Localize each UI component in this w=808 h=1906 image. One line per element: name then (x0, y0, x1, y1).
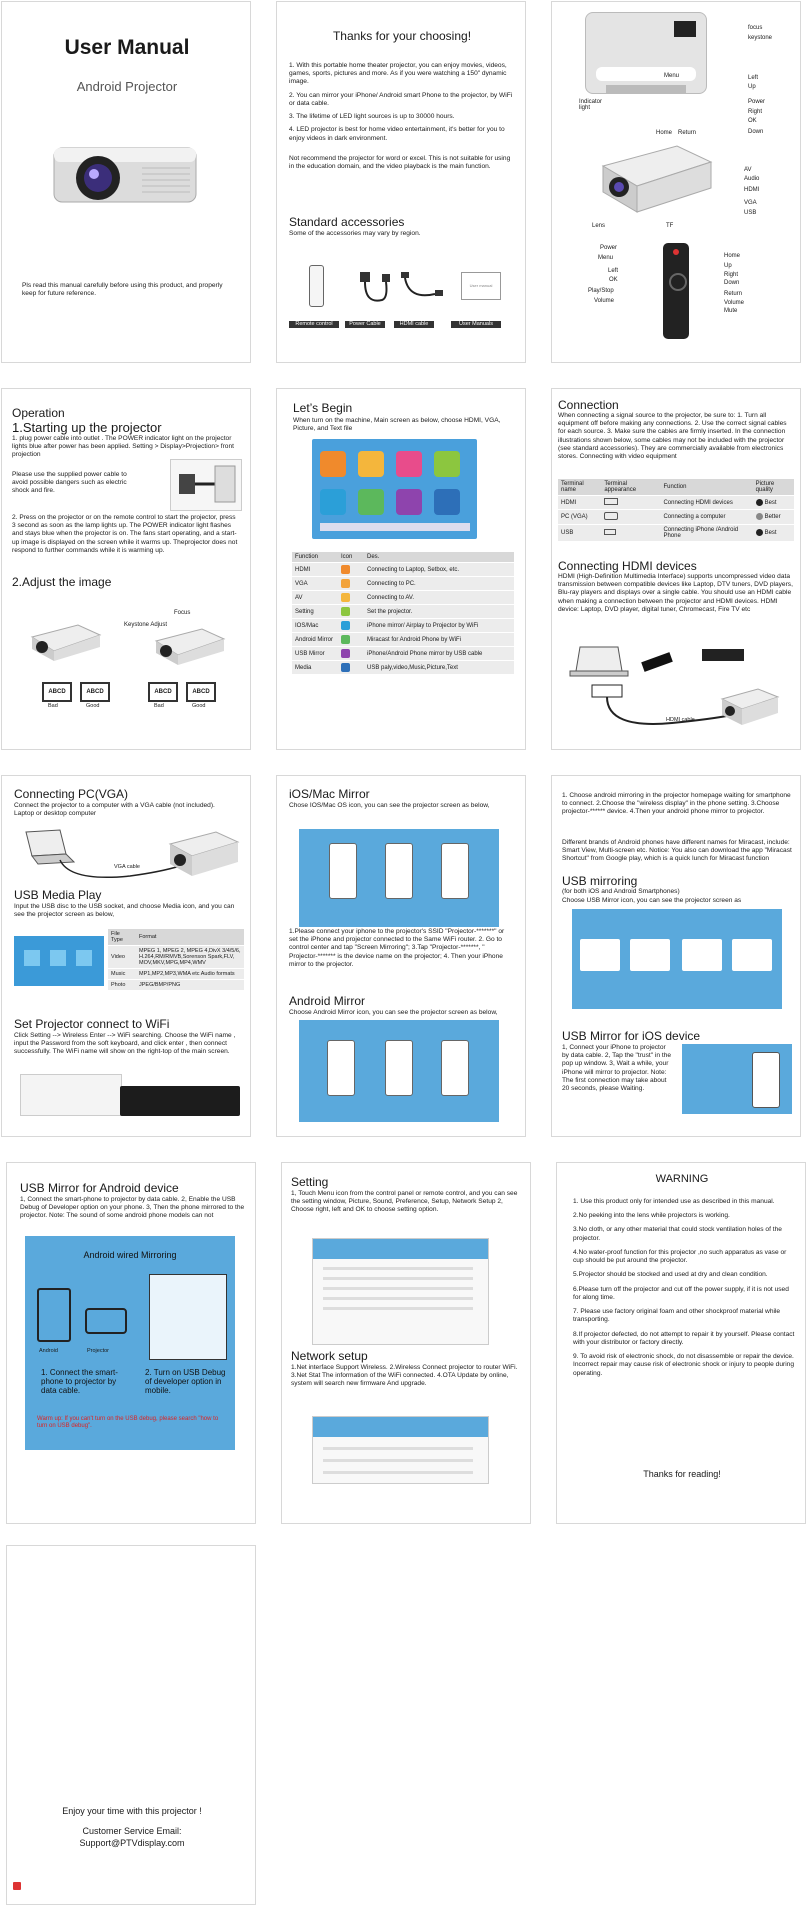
th-picture-quality: Picture quality (753, 479, 794, 496)
usb-mirroring-image (572, 909, 782, 1009)
android-wired-panel (25, 1236, 235, 1450)
remote-label-right: Return (724, 291, 743, 297)
android-steps: 1. Choose android mirroring in the projector homepage waiting for smartphone to connect. 2.Choose the "wireless display" in the phone setting. 3.Choose projector-****** device. 4.Then your android phone mirror to projector. (562, 792, 791, 816)
table-row: Media USB paly,video,Music,Picture,Text (292, 661, 514, 675)
media-icon (341, 663, 350, 672)
step1-text: 1. Connect the smart-phone to projector by data cable. (41, 1368, 118, 1396)
warning-item: 4.No water-proof function for this projector ,no such apparatus as vase or cup should be put around the projector. (573, 1248, 787, 1265)
label-home: Home (656, 130, 673, 136)
section-start-text2: 2. Press on the projector or on the remote control to start the projector, press 3 second as soon as the lamp lights up. The POWER indicator light flashes and stays blue when the projector is on. The fans start operating, and a start-up image is displayed on the screen while it warms up. Theprojector does not respond to further commands while it is warming up. (12, 514, 238, 554)
page-usb-mirroring (551, 775, 801, 1137)
label-indicator: Indicator light (579, 99, 603, 111)
usb-port-icon (604, 529, 616, 535)
wifi-text: Click Setting --> Wireless Enter --> WiFi searching. Choose the WiFi name , input the Password from the soft keyboard, and click enter , then connect successfully. The WiFi name will show on the right-top of the main screen. (14, 1032, 236, 1056)
hdmi-port-icon (604, 498, 618, 505)
warning-item: 7. Please use factory original foam and other shockproof material while transporting. (573, 1308, 781, 1324)
label-bad: Bad (48, 703, 58, 709)
label-good: Good (192, 703, 206, 709)
label-android: Android (39, 1348, 58, 1354)
ios-title: iOS/Mac Mirror (289, 787, 370, 801)
connection-table (558, 479, 794, 542)
ios-mirror-image (299, 829, 499, 927)
adjust-projector-left (28, 623, 103, 663)
table-row: Setting Set the projector. (292, 605, 514, 619)
ios-mac-icon (341, 621, 350, 630)
connection-title: Connection (558, 398, 619, 412)
remote-label-right: Mute (724, 308, 738, 314)
thanks-item: 1. With this portable home theater projector, you can enjoy movies, videos, games, sports, pictures and more. As if you were watching a 150" dynamic image. (289, 62, 507, 86)
page-parts (551, 1, 801, 363)
abcd-bad-2: ABCD (148, 682, 178, 702)
main-screen-image (312, 439, 477, 539)
accessory-label: User Manuals (451, 321, 501, 328)
th-format: Format (136, 929, 244, 946)
label-focus: Focus (174, 610, 191, 616)
label-tf: TF (666, 223, 674, 229)
usb-ios-image (682, 1044, 792, 1114)
accessory-power-image (352, 270, 392, 313)
label-menu: Menu (664, 73, 680, 79)
accessory-hdmi-image (399, 270, 445, 309)
service-label: Customer Service Email: (82, 1826, 182, 1836)
abcd-good-2: ABCD (186, 682, 216, 702)
port-label: VGA (744, 200, 757, 206)
label-down: Down (748, 129, 764, 135)
thanks-list (289, 62, 517, 171)
usb-mirroring-title: USB mirroring (562, 874, 638, 888)
accessory-label: Power Cable (345, 321, 385, 328)
page-subtitle: Android Projector (76, 79, 178, 94)
projector-side-image (597, 142, 717, 218)
miracast-note: Different brands of Android phones have different names for Miracast, include: Smart View, Multi-screen etc. Notice: You also can download the app "Miracast Shortcut" from Google play, which is a quick lunch for Miracast function (562, 839, 792, 863)
warning-item: 1. Use this product only for intended use as described in this manual. (573, 1198, 775, 1205)
service-email[interactable]: Support@PTVdisplay.com (79, 1838, 185, 1848)
table-row: Video MPEG 1, MPEG 2, MPEG 4,DivX 3/4/5/6, H.264,RM/RMVB,Sorenson Spark,FLV, MOV,MKV,MPG,MP4,WMV (108, 946, 244, 969)
vga-title: Connecting PC(VGA) (14, 787, 129, 801)
abcd-bad-1: ABCD (42, 682, 72, 702)
vga-port-icon (604, 512, 618, 520)
remote-label-left: Power (600, 245, 618, 251)
section-start-title: 1.Starting up the projector (12, 420, 162, 435)
label-return: Return (678, 130, 697, 136)
remote-label-left: OK (609, 277, 618, 283)
warning-item: 3.No cloth, or any other material that could stock ventilation holes of the projector. (573, 1226, 782, 1242)
vga-icon (341, 579, 350, 588)
th-terminal-name: Terminal name (558, 479, 601, 496)
table-row: HDMI Connecting HDMI devices Best (558, 496, 794, 510)
remote-label-right: Up (724, 263, 732, 269)
accessories-title: Standard accessories (289, 215, 405, 229)
power-cable-note: Please use the supplied power cable to avoid possible dangers such as electric shock and fire. (12, 471, 127, 495)
av-icon (341, 593, 350, 602)
page-title: User Manual (64, 36, 190, 59)
accessory-manual-image: User manual (461, 272, 501, 300)
table-row: IOS/Mac iPhone mirror/ Airplay to Projector by WiFi (292, 619, 514, 633)
label-bad: Bad (154, 703, 164, 709)
android-mirror-image (299, 1020, 499, 1122)
th-function: Function (292, 552, 338, 563)
wifi-title: Set Projector connect to WiFi (14, 1017, 170, 1031)
label-ok: OK (748, 118, 757, 124)
label-projector: Projector (87, 1348, 110, 1354)
projector-mini-image (85, 1308, 127, 1334)
vga-text: Connect the projector to a computer with a VGA cable (not included). Laptop or desktop computer (14, 802, 215, 818)
operation-title: Operation (12, 406, 65, 420)
ios-steps: 1.Please connect your iphone to the projector's SSID "Projector-*******" or set the iPhone and projector connected to the Same WiFi router. 2. Go to control center and tap "Screen Mirroring"; 3.Tap "Projector-*******, " Projector-******* is the device name on the projector; 4. Then your iPhone mirror to the projector. (289, 928, 505, 968)
label-focus: focus (748, 25, 763, 31)
warm-up-text: Warm up: If you can't turn on the USB debug, please search "how to turn on USB debug". (37, 1416, 219, 1430)
label-up: Up (748, 84, 756, 90)
network-text: 1.Net interface Support Wireless. 2.Wireless Connect projector to router WiFi. 3.Net Stat The information of the WiFi connected. 4.OTA Update by online, system will search new firmware And upgrade. (291, 1364, 518, 1388)
warning-item: 6.Please turn off the projector and cut off the power supply, if it is not used for along time. (573, 1285, 789, 1301)
page-operation (1, 388, 251, 750)
label-right: Right (748, 109, 763, 115)
thanks-item: 4. LED projector is best for home video entertainment, it's better for you to enjoy videos in dark environment. (289, 126, 505, 142)
warning-list (573, 1198, 798, 1378)
table-row: Music MP1,MP2,MP3,WMA etc Audio formats (108, 969, 244, 980)
setting-text: 1, Touch Menu icon from the control panel or remote control, and you can see the setting window, Picture, Sound, Preference, Setup, Network Setup 2, Choose right, left and OK to choose setting option. (291, 1190, 518, 1214)
port-label: HDMI (744, 187, 760, 193)
media-format-table (108, 929, 244, 991)
table-row: Android Mirror Miracast for Android Phone by WiFi (292, 633, 514, 647)
usb-ios-text: 1, Connect your iPhone to projector by data cable. 2, Tap the "trust" in the pop up window. 3, Wait a while, your iPhone will mirror to projector. Note: The first connection may take about 20 seconds, please Waiting. (562, 1044, 672, 1093)
projector-top-image (585, 12, 707, 94)
page-lets-begin (276, 388, 526, 750)
power-plug-image (170, 459, 242, 511)
section-adjust-title: 2.Adjust the image (12, 575, 112, 589)
remote-label-right: Right (724, 272, 739, 278)
th-file-type: File Type (108, 929, 136, 946)
port-label: AV (744, 167, 752, 173)
hdmi-icon (341, 565, 350, 574)
lets-begin-intro: When turn on the machine, Main screen as below, choose HDMI, VGA, Picture, and Text file (293, 417, 501, 433)
wifi-list-image (20, 1074, 122, 1116)
th-icon: Icon (338, 552, 364, 563)
connection-text: When connecting a signal source to the projector, be sure to: 1. Turn all equipment off before making any connections. 2. Use the correct signal cables for each source. 3. Make sure the cables are firmly inserted. In the connection illustrations shown below, some cables may not be included with the projector (see standard accessories). They are commercially available from electronics stores. Connecting with video equipment (558, 412, 787, 461)
accessory-remote-image (309, 265, 324, 307)
label-keystone: keystone (748, 35, 773, 41)
page-connection (551, 388, 801, 750)
th-terminal-appearance: Terminal appearance (601, 479, 660, 496)
table-row: USB Connecting iPhone /Android Phone Best (558, 525, 794, 542)
projector-image (50, 142, 200, 208)
table-row: Photo JPEG/BMP/PNG (108, 980, 244, 991)
thanks-notice: Not recommend the projector for word or excel. This is not suitable for using in the education domain, and the video playback is the main function. (289, 154, 511, 171)
network-title: Network setup (291, 1349, 368, 1363)
warning-item: 2.No peeking into the lens while projectors is working. (573, 1212, 730, 1220)
accessory-label: HDMI cable (394, 321, 434, 328)
label-left: Left (748, 75, 759, 81)
step2-text: 2. Turn on USB Debug of developer option in mobile. (145, 1368, 226, 1396)
label-lens: Lens (592, 223, 606, 229)
usb-title: USB Media Play (14, 888, 102, 902)
soft-keyboard-image (120, 1086, 240, 1116)
table-row: AV Connecting to AV. (292, 591, 514, 605)
android-text: Choose Android Mirror icon, you can see the projector screen as below, (289, 1009, 498, 1016)
page-usb-android (6, 1162, 256, 1524)
android-title: Android Mirror (289, 994, 366, 1008)
page-setting (281, 1162, 531, 1524)
page-warning (556, 1162, 806, 1524)
vga-connection-image (20, 826, 240, 884)
usb-text: Input the USB disc to the USB socket, and choose Media icon, and you can see the projector screen as below, (14, 903, 235, 919)
usb-mirroring-sub: (for both iOS and Android Smartphones) (562, 888, 680, 895)
hdmi-section-title: Connecting HDMI devices (558, 559, 697, 573)
adjust-projector-right (152, 627, 227, 667)
cover-note: Pls read this manual carefully before using this product, and properly keep for future reference. (22, 282, 223, 298)
setting-screen-image (312, 1238, 489, 1345)
label-power: Power (748, 99, 766, 105)
corner-logo-icon (13, 1882, 21, 1890)
table-row: VGA Connecting to PC. (292, 577, 514, 591)
remote-label-right: Down (724, 280, 740, 286)
th-des: Des. (364, 552, 514, 563)
enjoy-text: Enjoy your time with this projector ! (62, 1806, 202, 1816)
hdmi-section-text: HDMI (High-Definition Multimedia Interface) supports uncompressed video data transmission between compatible devices like Laptop, DTV tuners, DVD players, Blu-ray players and displays over a single cable. You should use an HDMI cable when making a connection between the projector and HDMI devices. HDMI device: Laptop, DVD player, digital tuner, Chromecast, Fire TV etc (558, 573, 793, 613)
ios-text: Chose IOS/Mac OS icon, you can see the projector screen as below, (289, 802, 490, 809)
warning-item: 9. To avoid risk of electronic shock, do not disassemble or repair the device. Incorrect repair may cause risk of electronic shock or injury to people during operating. (573, 1353, 794, 1377)
label-hdmi-cable: HDMI cable (666, 717, 695, 723)
remote-label-right: Volume (724, 300, 745, 306)
thanks-item: 3. The lifetime of LED light sources is up to 30000 hours. (289, 113, 455, 121)
table-row: USB Mirror iPhone/Android Phone mirror by USB cable (292, 647, 514, 661)
usb-ios-title: USB Mirror for iOS device (562, 1029, 701, 1043)
page-vga-usb-wifi (1, 775, 251, 1137)
panel-title: Android wired Mirroring (83, 1250, 177, 1260)
setting-title: Setting (291, 1175, 329, 1189)
page-thanks (276, 1, 526, 363)
label-vga-cable: VGA cable (114, 864, 140, 870)
remote-label-right: Home (724, 253, 741, 259)
section-start-text: 1. plug power cable into outlet . The POWER indicator light on the projector lights blue after power has been applied. Setting > Display>Projection> front projection (12, 435, 234, 459)
page-cover (1, 1, 251, 363)
usb-mirroring-text: Choose USB Mirror icon, you can see the projector screen as (562, 897, 742, 904)
media-screen-image (14, 936, 104, 986)
remote-image (663, 243, 689, 339)
table-row: PC (VGA) Connecting a computer Better (558, 510, 794, 525)
page-ios-android-mirror (276, 775, 526, 1137)
usb-android-title: USB Mirror for Android device (20, 1181, 179, 1195)
accessory-label: Remote control (289, 321, 339, 328)
android-phone-image (37, 1288, 71, 1342)
thanks-item: 2. You can mirror your iPhone/ Android smart Phone to the projector, by WiFi or data cable. (289, 91, 513, 107)
warning-item: 5.Projector should be stocked and used at dry and clean condition. (573, 1271, 768, 1279)
accessories-subtitle: Some of the accessories may vary by region. (289, 230, 421, 237)
remote-label-left: Left (608, 268, 619, 274)
usb-android-text: 1, Connect the smart-phone to projector by data cable. 2, Enable the USB Debug of Developer option on your phone. 3, Then the phone mirrored to the projector. Note: The sound of some android phone models can not (20, 1196, 245, 1220)
remote-label-left: Play/Stop (588, 288, 614, 294)
android-mirror-icon (341, 635, 350, 644)
developer-options-image (149, 1274, 227, 1360)
port-label: USB (744, 210, 757, 216)
label-good: Good (86, 703, 100, 709)
setting-icon (341, 607, 350, 616)
label-keystone-adjust: Keystone Adjust (124, 622, 168, 628)
thanks-title: Thanks for your choosing! (332, 29, 472, 43)
usb-mirror-icon (341, 649, 350, 658)
warning-item: 8.If projector defected, do not attempt to repair it by yourself. Please contact with your distributor or factory directly. (573, 1330, 795, 1346)
port-label: Audio (744, 176, 760, 182)
remote-label-left: Menu (598, 255, 614, 261)
remote-label-left: Volume (594, 298, 615, 304)
network-screen-image (312, 1416, 489, 1484)
thanks-reading: Thanks for reading! (643, 1469, 721, 1479)
page-back-cover (6, 1545, 256, 1905)
table-row: HDMI Connecting to Laptop, Setbox, etc. (292, 563, 514, 577)
th-function: Function (660, 479, 752, 496)
lets-begin-title: Let’s Begin (293, 401, 353, 415)
warning-title: WARNING (655, 1173, 709, 1185)
abcd-good-1: ABCD (80, 682, 110, 702)
function-table (292, 552, 514, 675)
